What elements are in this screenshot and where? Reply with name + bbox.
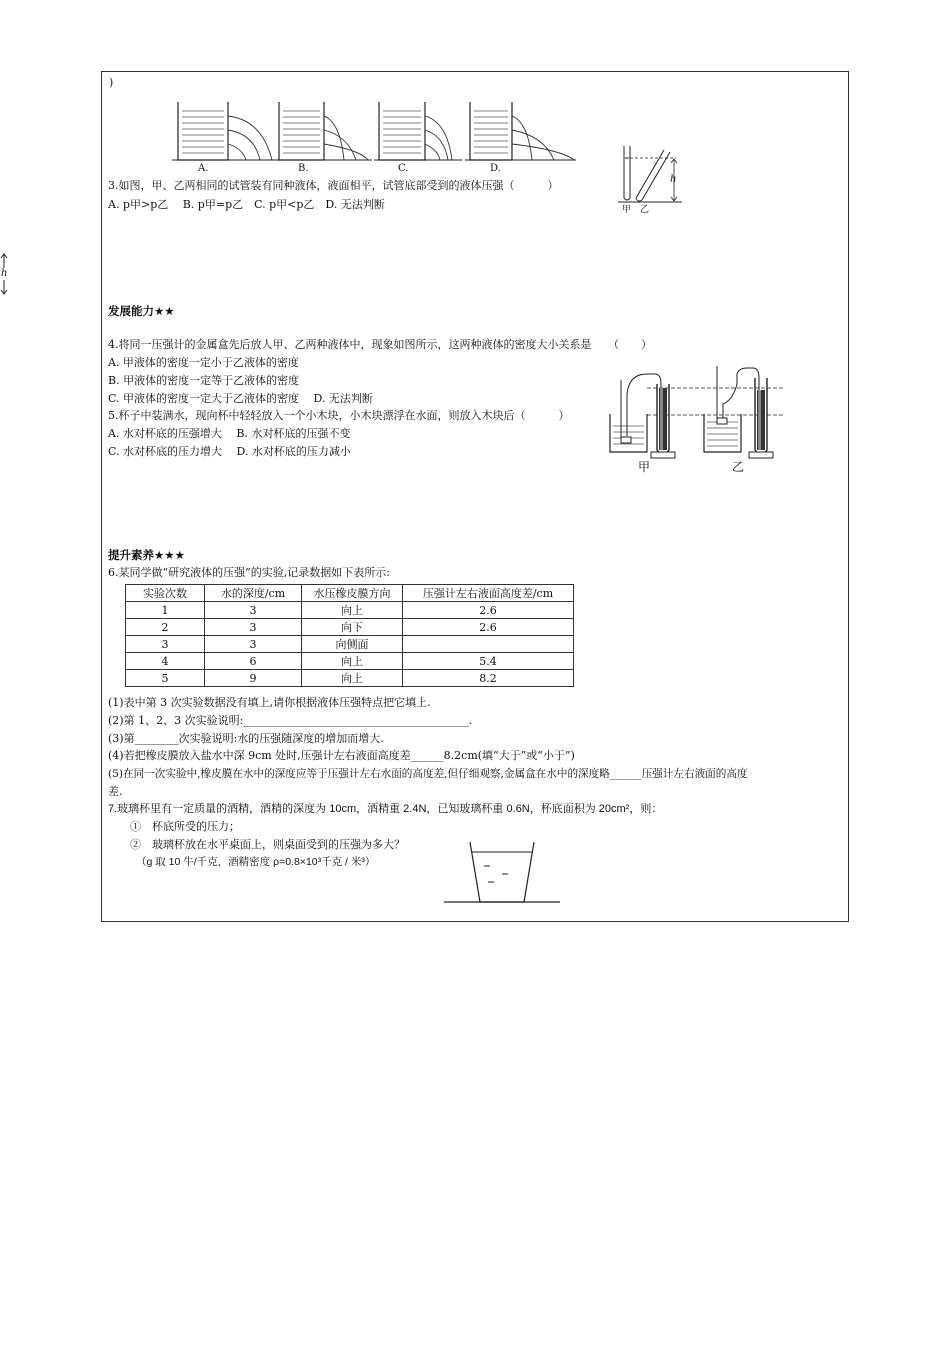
table-cell: 1 (126, 602, 205, 619)
test-tubes-figure (614, 142, 694, 212)
table-cell: 向上 (302, 670, 403, 687)
q5-stem: 5.杯子中装满水，现向杯中轻轻放入一个小木块，小木块漂浮在水面，则放入木块后（ ） (108, 409, 570, 422)
beaker-label-a: A. (198, 163, 209, 174)
q4-option-a: A. 甲液体的密度一定小于乙液体的密度 (108, 356, 299, 369)
gauge-yi-label: 乙 (732, 460, 745, 474)
q6-part-2: (2)第 1、2、3 次实验说明:_________________________________________. (108, 714, 473, 727)
worksheet-frame (101, 71, 849, 922)
table-cell: 向上 (302, 602, 403, 619)
gauge-yi (704, 366, 773, 458)
beaker-d (465, 102, 576, 160)
table-cell: 2.6 (403, 602, 574, 619)
tube-yi-label: 乙 (640, 205, 650, 215)
q7-note: （g 取 10 牛/千克，酒精密度 ρ=0.8×10³千克 / 米³） (136, 856, 376, 868)
table-row (126, 602, 574, 619)
table-cell: 3 (205, 619, 302, 636)
experiment-data-table (125, 584, 574, 687)
table-cell: 2 (126, 619, 205, 636)
table-header-cell: 压强计左右液面高度差/cm (403, 585, 574, 602)
beakers-figure (172, 96, 592, 176)
q4-stem: 4.将同一压强计的金属盒先后放人甲、乙两种液体中，现象如图所示，这两种液体的密度大小关系是 （ ） (108, 338, 652, 351)
q7-item-2: ② 玻璃杯放在水平桌面上，则桌面受到的压强为多大？ (130, 839, 405, 851)
glass-cup-figure (442, 840, 562, 906)
tube-jia-label: 甲 (622, 205, 632, 215)
q6-part-5-cont: 差. (108, 785, 123, 798)
q6-part-4: (4)若把橡皮膜放入盐水中深 9cm 处时,压强计左右液面高度差______8.2cm(填“大于”或“小于”) (108, 749, 575, 762)
section-title-improve: 提升素养★★★ (108, 548, 185, 562)
q5-options-ab: A. 水对杯底的压强增大 B. 水对杯底的压强不变 (108, 427, 351, 440)
table-cell: 3 (205, 636, 302, 653)
beaker-c (374, 102, 462, 160)
tube-jia (624, 146, 630, 200)
table-header-cell: 实验次数 (126, 585, 205, 602)
table-row (126, 670, 574, 687)
table-cell: 向下 (302, 619, 403, 636)
beaker-label-c: C. (398, 163, 409, 174)
q3-stem: 3.如图，甲、乙两相同的试管装有同种液体，液面相平，试管底部受到的液体压强（ ） (108, 179, 559, 192)
table-cell: 9 (205, 670, 302, 687)
table-cell: 8.2 (403, 670, 574, 687)
table-header-cell: 水压橡皮膜方向 (302, 585, 403, 602)
table-cell: 5.4 (403, 653, 574, 670)
q4-option-b: B. 甲液体的密度一定等于乙液体的密度 (108, 374, 300, 387)
table-row (126, 636, 574, 653)
gauge-jia-label: 甲 (638, 460, 651, 474)
q7-stem: 7.玻璃杯里有一定质量的酒精，酒精的深度为 10cm，酒精重 2.4N，已知玻璃杯重 0.6N，杯底面积为 20cm²，则： (108, 803, 663, 815)
beaker-label-d: D. (490, 163, 501, 174)
margin-h-label: h (1, 268, 8, 279)
table-cell: 向侧面 (302, 636, 403, 653)
table-cell-empty[interactable] (403, 636, 574, 653)
gauge-jia (610, 374, 675, 458)
q6-stem: 6.某同学做“研究液体的压强”的实验,记录数据如下表所示: (108, 566, 390, 579)
table-header-row (126, 585, 574, 602)
table-header-cell: 水的深度/cm (205, 585, 302, 602)
tube-h-label: h (670, 174, 677, 185)
table-cell: 2.6 (403, 619, 574, 636)
table-cell: 6 (205, 653, 302, 670)
q4-option-c-d: C. 甲液体的密度一定大于乙液体的密度 D. 无法判断 (108, 392, 373, 405)
pressure-gauge-figure (607, 364, 787, 474)
q3-options: A. p甲>p乙 B. p甲=p乙 C. p甲<p乙 D. 无法判断 (108, 198, 385, 211)
q6-part-3: (3)第________次实验说明:水的压强随深度的增加而增大. (108, 732, 384, 745)
table-cell: 向上 (302, 653, 403, 670)
q5-options-cd: C. 水对杯底的压力增大 D. 水对杯底的压力减小 (108, 445, 351, 458)
q7-item-1: ① 杯底所受的压力； (130, 821, 240, 833)
beaker-a (172, 102, 276, 160)
table-cell: 3 (126, 636, 205, 653)
table-cell: 4 (126, 653, 205, 670)
q6-part-5: (5)在同一次实验中,橡皮膜在水中的深度应等于压强计左右水面的高度差,但仔细观察,金属盒在水中的深度略______压强计左右液面的高度 (108, 768, 748, 780)
table-row (126, 619, 574, 636)
top-paren: ) (109, 76, 114, 89)
section-title-develop: 发展能力★★ (108, 304, 175, 318)
table-cell: 5 (126, 670, 205, 687)
q6-part-1: (1)表中第 3 次实验数据没有填上,请你根据液体压强特点把它填上. (108, 696, 431, 709)
beaker-label-b: B. (298, 163, 309, 174)
table-cell: 3 (205, 602, 302, 619)
table-row (126, 653, 574, 670)
beaker-b (274, 102, 372, 160)
